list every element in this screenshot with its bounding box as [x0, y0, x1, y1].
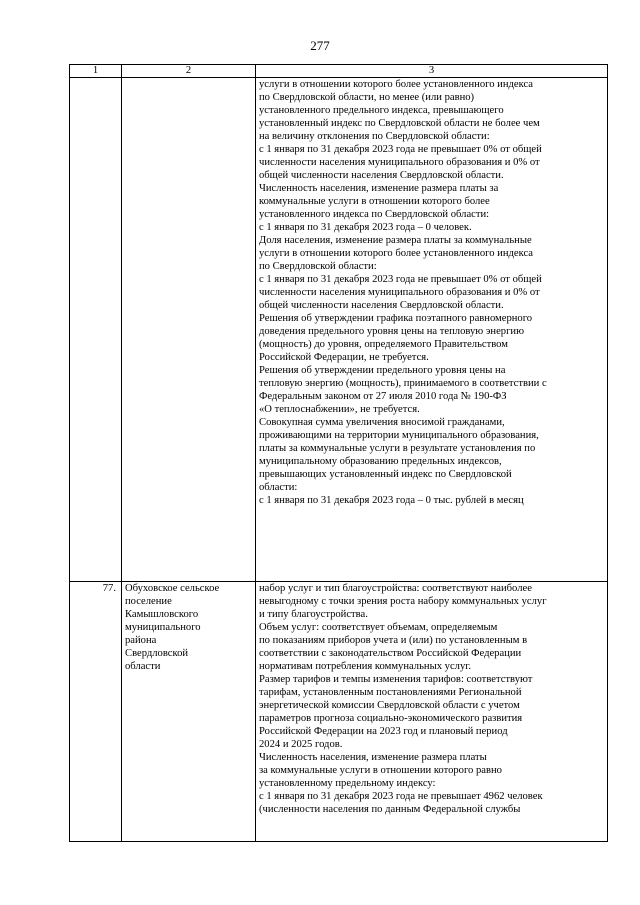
text-line: на величину отклонения по Свердловской области:	[259, 131, 490, 142]
text-line: набор услуг и тип благоустройства: соответствуют наиболее	[259, 583, 532, 594]
text-line: установленного предельного индекса, превышающего	[259, 105, 504, 116]
text-line: нормативам потребления коммунальных услуг.	[259, 661, 472, 672]
text-line: области:	[259, 482, 298, 493]
text-line: Решения об утверждении предельного уровня цены на	[259, 365, 506, 376]
description-text	[259, 78, 604, 507]
text-line: соответствии с законодательством Российской Федерации	[259, 648, 522, 659]
text-line: тарифам, установленным постановлениями Региональной	[259, 687, 522, 698]
header-col-3: 3	[256, 65, 608, 78]
text-line: Численность населения, изменение размера платы	[259, 752, 487, 763]
text-line: Численность населения, изменение размера платы за	[259, 183, 499, 194]
municipal-index-table	[69, 64, 608, 842]
text-line: Обуховское сельское	[125, 583, 220, 594]
municipality-cell	[122, 78, 256, 582]
description-cell	[256, 582, 608, 842]
text-line: с 1 января по 31 декабря 2023 года – 0 тыс. рублей в месяц	[259, 495, 524, 506]
text-line: численности населения муниципального образования и 0% от	[259, 287, 540, 298]
table-row-77	[70, 582, 608, 842]
text-line: по Свердловской области:	[259, 261, 377, 272]
text-line: области	[125, 661, 161, 672]
text-line: поселение	[125, 596, 172, 607]
text-line: с 1 января по 31 декабря 2023 года не превышает 4962 человек	[259, 791, 543, 802]
text-line: (численности населения по данным Федеральной службы	[259, 804, 521, 815]
text-line: общей численности населения Свердловской области.	[259, 300, 504, 311]
text-line: Объем услуг: соответствует объемам, определяемым	[259, 622, 498, 633]
text-line: энергетической комиссии Свердловской области с учетом	[259, 700, 520, 711]
text-line: (мощность) до уровня, определяемого Правительством	[259, 339, 508, 350]
text-line: невыгодному с точки зрения роста набору коммунальных услуг	[259, 596, 547, 607]
description-text	[259, 582, 604, 816]
text-line: муниципального	[125, 622, 201, 633]
text-line: параметров прогноза социально-экономического развития	[259, 713, 523, 724]
text-line: тепловую энергию (мощность), принимаемого в соответствии с	[259, 378, 547, 389]
text-line: доведения предельного уровня цены на тепловую энергию	[259, 326, 525, 337]
text-line: Камышловского	[125, 609, 199, 620]
table-row-continuation	[70, 78, 608, 582]
text-line: установленный индекс по Свердловской области не более чем	[259, 118, 540, 129]
text-line: с 1 января по 31 декабря 2023 года – 0 человек.	[259, 222, 472, 233]
text-line: по показаниям приборов учета и (или) по установленным в	[259, 635, 528, 646]
text-line: платы за коммунальные услуги в результате установления по	[259, 443, 536, 454]
text-line: Размер тарифов и темпы изменения тарифов: соответствуют	[259, 674, 533, 685]
text-line: «О теплоснабжении», не требуется.	[259, 404, 420, 415]
text-line: превышающих установленный индекс по Свердловской	[259, 469, 512, 480]
text-line: Свердловской	[125, 648, 189, 659]
text-line: установленному предельному индексу:	[259, 778, 436, 789]
text-line: установленного индекса по Свердловской области:	[259, 209, 490, 220]
row-number-cell: 77.	[70, 582, 122, 842]
text-line: Совокупная сумма увеличения вносимой гражданами,	[259, 417, 505, 428]
row-number-cell	[70, 78, 122, 582]
text-line: Решения об утверждении графика поэтапного равномерного	[259, 313, 533, 324]
text-line: 2024 и 2025 годов.	[259, 739, 343, 750]
municipality-name	[125, 582, 252, 673]
text-line: Российской Федерации, не требуется.	[259, 352, 429, 363]
text-line: Доля населения, изменение размера платы за коммунальные	[259, 235, 532, 246]
text-line: за коммунальные услуги в отношении которого равно	[259, 765, 502, 776]
text-line: коммунальные услуги в отношении которого более	[259, 196, 490, 207]
text-line: по Свердловской области, но менее (или равно)	[259, 92, 475, 103]
page-number: 277	[310, 38, 330, 53]
text-line: с 1 января по 31 декабря 2023 года не превышает 0% от общей	[259, 144, 542, 155]
table-header-row	[70, 65, 608, 78]
header-col-2: 2	[122, 65, 256, 78]
text-line: численности населения муниципального образования и 0% от	[259, 157, 540, 168]
text-line: Российской Федерации на 2023 год и плановый период	[259, 726, 508, 737]
description-cell	[256, 78, 608, 582]
text-line: услуги в отношении которого более установленного индекса	[259, 248, 534, 259]
header-col-1: 1	[70, 65, 122, 78]
text-line: общей численности населения Свердловской области.	[259, 170, 504, 181]
text-line: с 1 января по 31 декабря 2023 года не превышает 0% от общей	[259, 274, 542, 285]
text-line: района	[125, 635, 157, 646]
text-line: проживающими на территории муниципального образования,	[259, 430, 539, 441]
text-line: муниципальному образованию предельных индексов,	[259, 456, 502, 467]
text-line: и типу благоустройства.	[259, 609, 368, 620]
text-line: услуги в отношении которого более установленного индекса	[259, 79, 534, 90]
text-line: Федеральным законом от 27 июля 2010 года № 190-ФЗ	[259, 391, 507, 402]
municipality-cell	[122, 582, 256, 842]
